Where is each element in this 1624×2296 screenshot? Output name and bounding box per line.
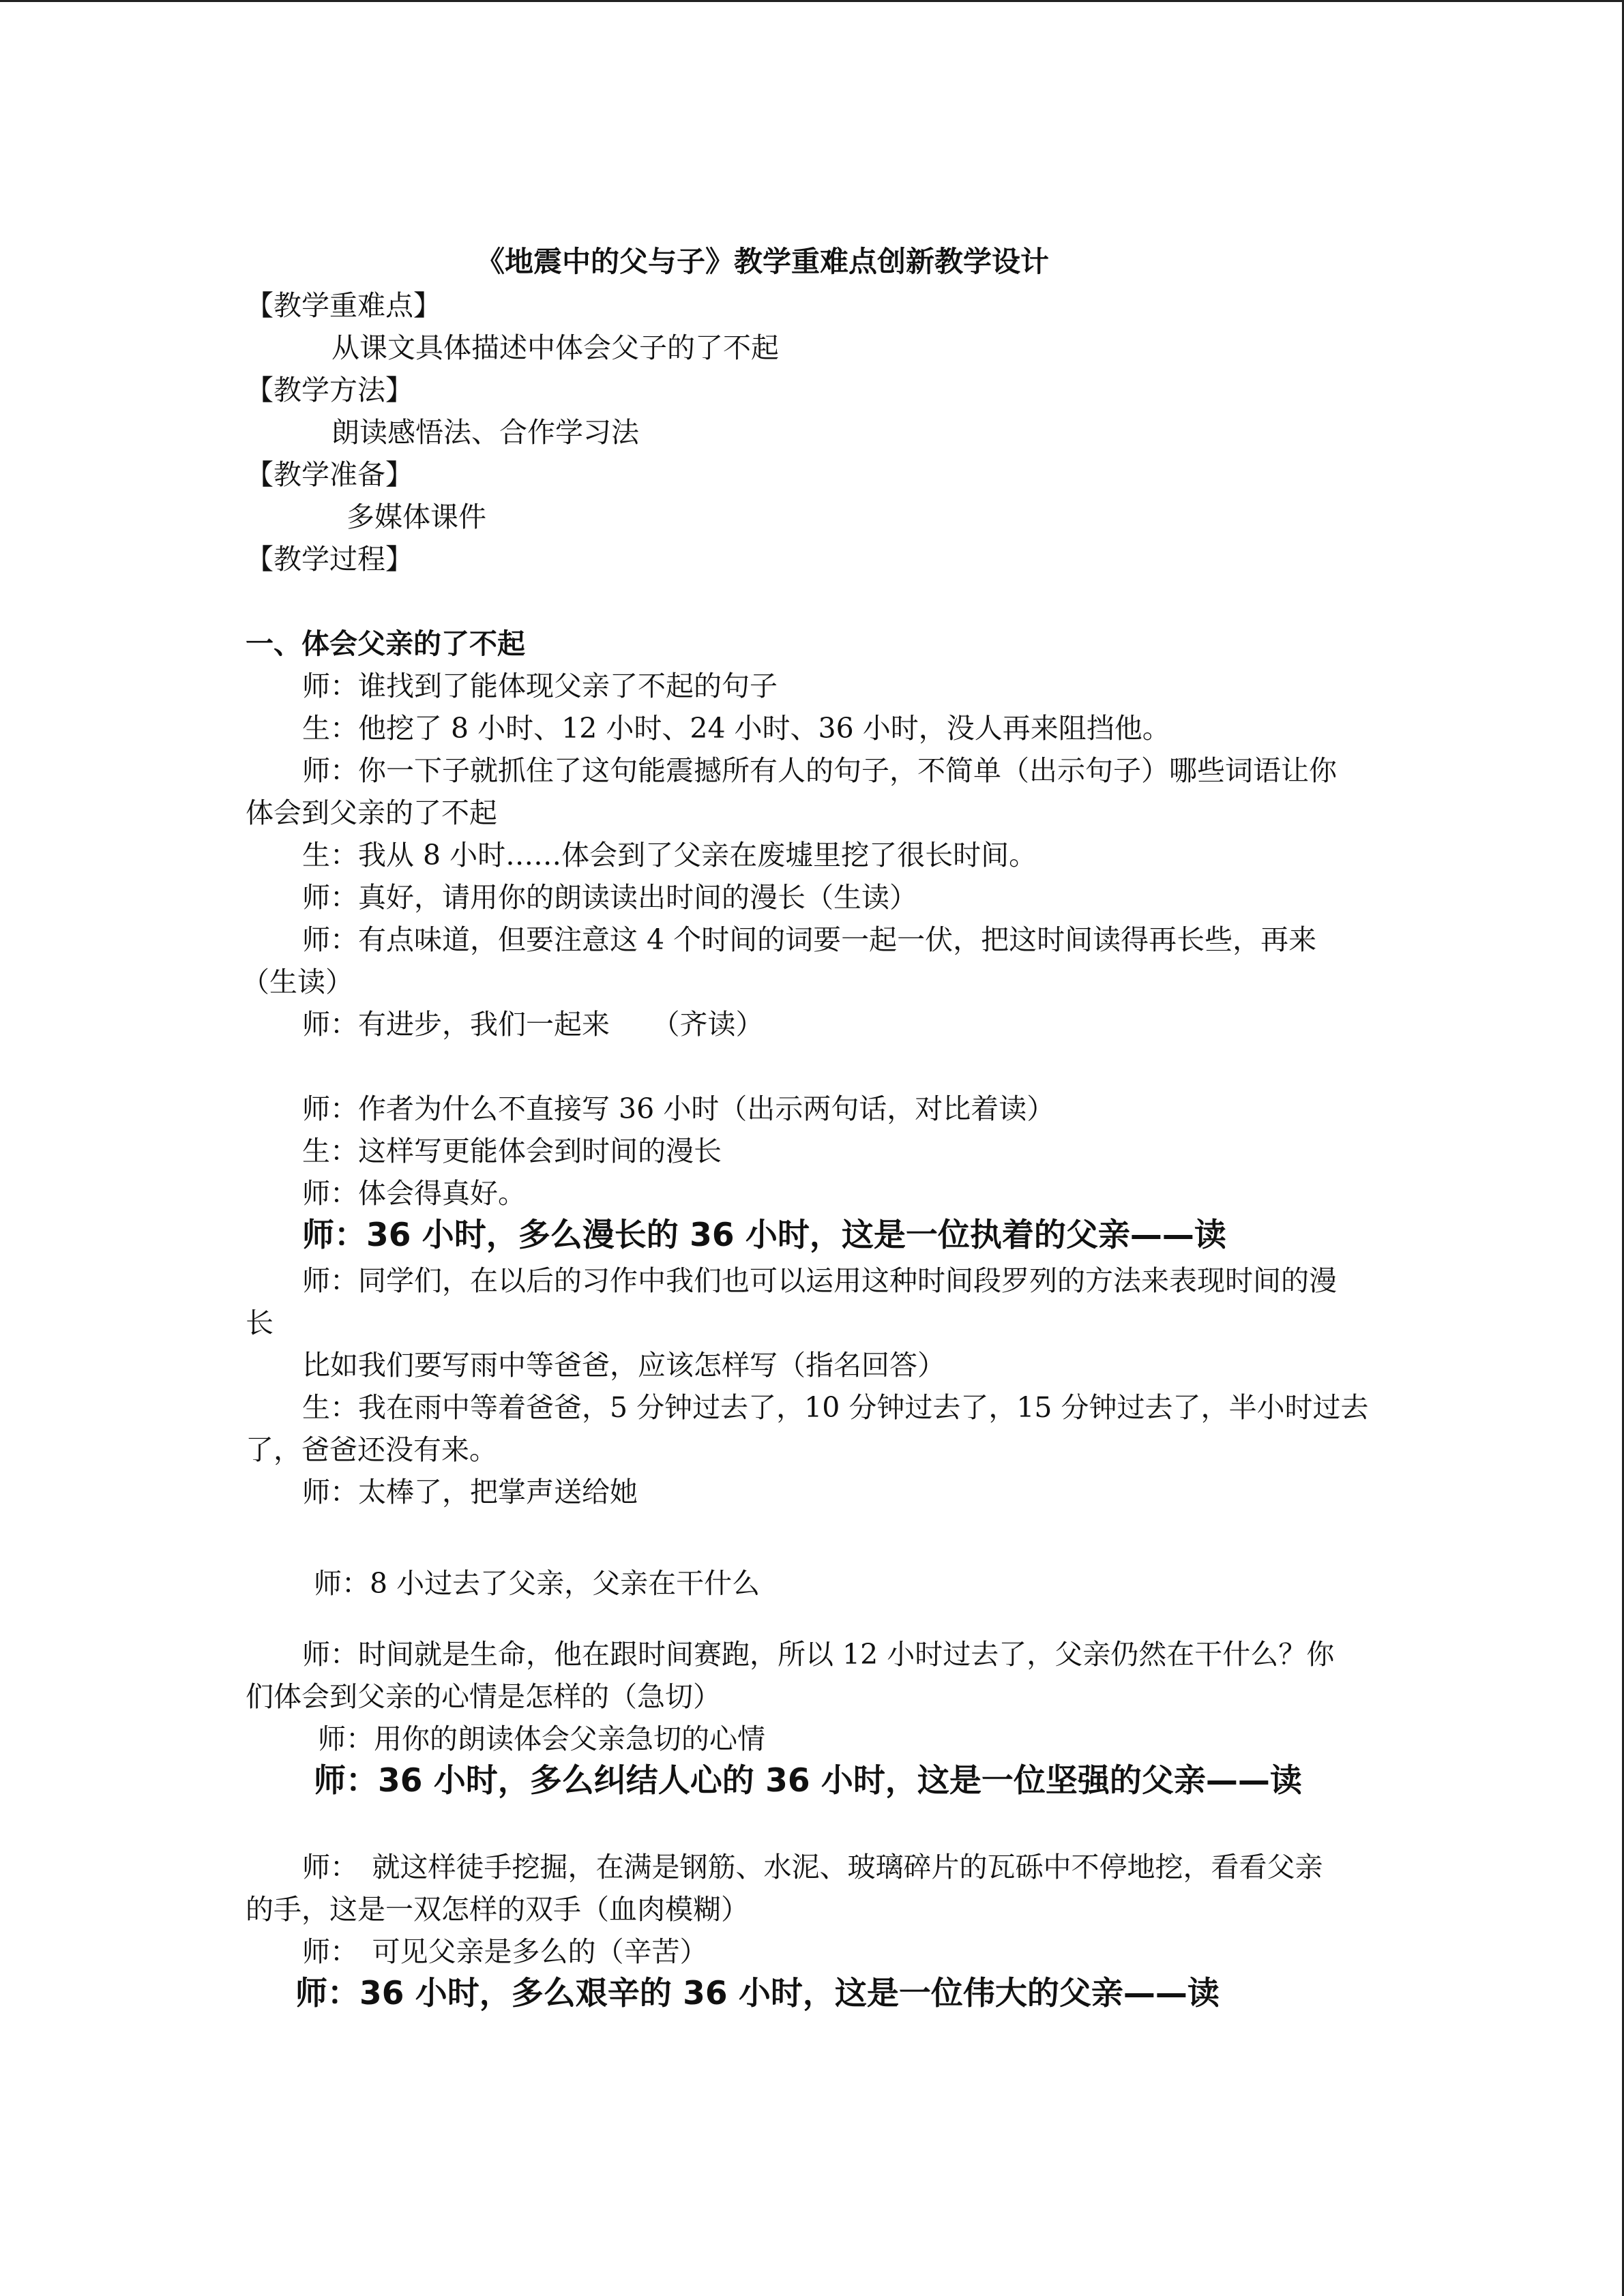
dialogue-line: 师：谁找到了能体现父亲了不起的句子 [302,670,778,702]
dialogue-line: 师：作者为什么不直接写 36 小时（出示两句话，对比着读） [302,1092,1055,1125]
emphasis-line: 师：36 小时，多么艰辛的 36 小时，这是一位伟大的父亲——读 [295,1975,1220,2012]
dialogue-line: 师：用你的朗读体会父亲急切的心情 [318,1723,765,1755]
dialogue-line: 师：你一下子就抓住了这句能震撼所有人的句子，不简单（出示句子）哪些词语让你 [302,754,1337,787]
dialogue-line: 师：8 小过去了父亲，父亲在干什么 [314,1567,761,1600]
dialogue-line: 师：太棒了，把掌声送给她 [302,1476,638,1508]
heading-preparation: 【教学准备】 [246,458,413,491]
dialogue-line: 比如我们要写雨中等爸爸，应该怎样写（指名回答） [302,1349,945,1382]
heading-process: 【教学过程】 [246,543,413,576]
dialogue-line: 师： 就这样徒手挖掘，在满是钢筋、水泥、玻璃碎片的瓦砾中不停地挖，看看父亲 [302,1851,1323,1883]
dialogue-line: （生读） [241,966,353,998]
key-points-content: 从课文具体描述中体会父子的了不起 [331,331,779,364]
dialogue-line: 生：他挖了 8 小时、12 小时、24 小时、36 小时，没人再来阻挡他。 [302,712,1170,745]
dialogue-line: 体会到父亲的了不起 [246,796,497,829]
dialogue-line: 了，爸爸还没有来。 [246,1433,497,1466]
heading-key-points: 【教学重难点】 [246,289,441,322]
dialogue-line: 师：时间就是生命，他在跟时间赛跑，所以 12 小时过去了，父亲仍然在干什么？你 [302,1638,1335,1671]
dialogue-line: 师：有点味道，但要注意这 4 个时间的词要一起一伏，把这时间读得再长些，再来 [302,923,1317,956]
dialogue-line: 长 [246,1307,274,1339]
emphasis-line: 师：36 小时，多么漫长的 36 小时，这是一位执着的父亲——读 [302,1217,1226,1254]
dialogue-line: 生：我从 8 小时……体会到了父亲在废墟里挖了很长时间。 [302,839,1037,871]
dialogue-line: 生：这样写更能体会到时间的漫长 [302,1135,722,1167]
document-title: 《地震中的父与子》教学重难点创新教学设计 [476,245,1050,278]
heading-method: 【教学方法】 [246,374,413,406]
dialogue-line: 们体会到父亲的心情是怎样的（急切） [246,1680,721,1713]
section-heading: 一、体会父亲的了不起 [246,627,525,660]
emphasis-line: 师：36 小时，多么纠结人心的 36 小时，这是一位坚强的父亲——读 [314,1762,1302,1800]
dialogue-line: 生：我在雨中等着爸爸，5 分钟过去了，10 分钟过去了，15 分钟过去了，半小时过去 [302,1391,1369,1424]
dialogue-line: 师：有进步，我们一起来 （齐读） [302,1008,764,1041]
dialogue-line: 师： 可见父亲是多么的（辛苦） [302,1935,708,1968]
dialogue-line: 的手，这是一双怎样的双手（血肉模糊） [246,1893,749,1926]
dialogue-line: 师：同学们，在以后的习作中我们也可以运用这种时间段罗列的方法来表现时间的漫 [302,1264,1337,1297]
top-border [0,0,1624,2]
dialogue-line: 师：真好，请用你的朗读读出时间的漫长（生读） [302,881,917,914]
dialogue-line: 师：体会得真好。 [302,1177,526,1210]
preparation-content: 多媒体课件 [346,501,486,533]
method-content: 朗读感悟法、合作学习法 [331,416,639,449]
